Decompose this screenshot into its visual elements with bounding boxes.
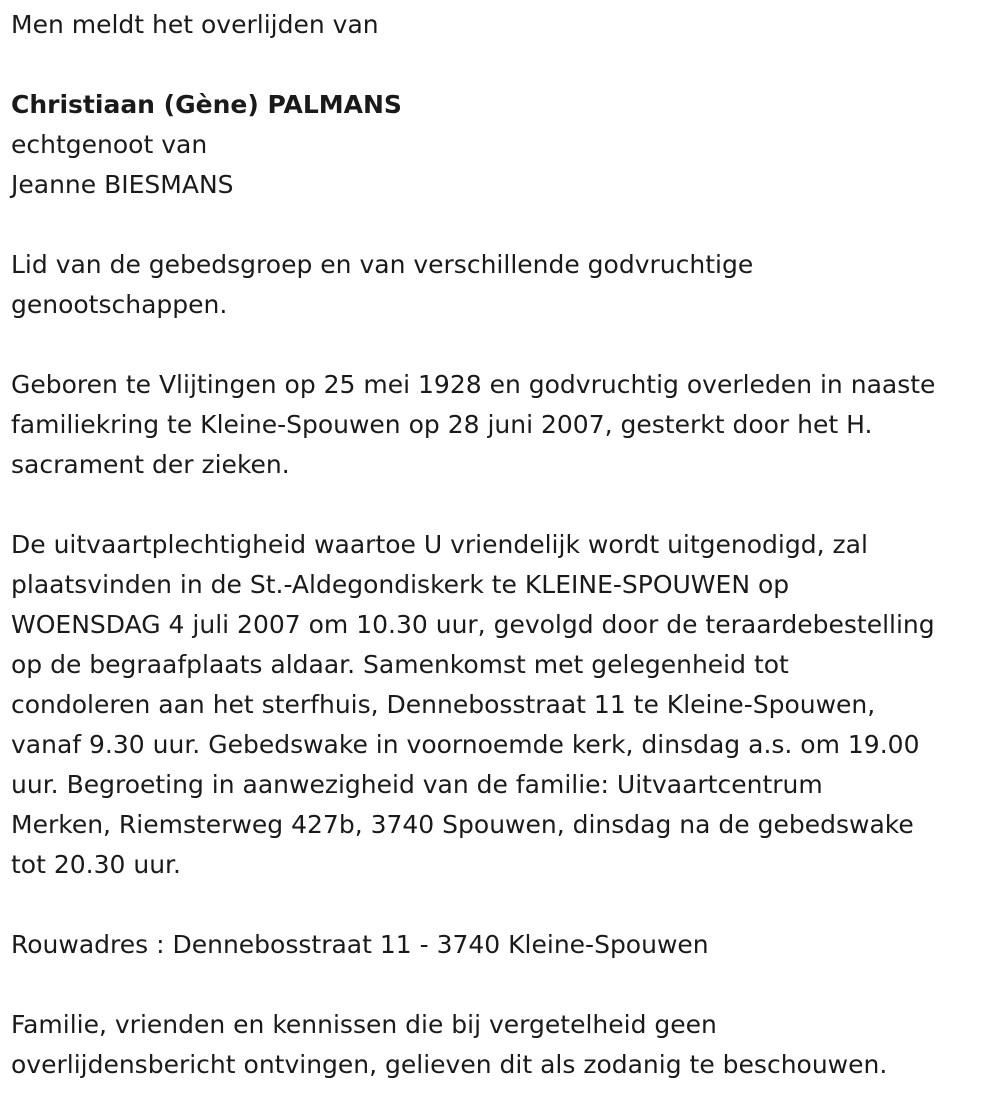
relation-text: echtgenoot van — [11, 130, 208, 159]
spacer — [11, 485, 1000, 525]
paragraph-line: Familie, vrienden en kennissen die bij vergetelheid geen — [11, 1010, 717, 1039]
spacer — [11, 965, 1000, 1005]
paragraph-line: WOENSDAG 4 juli 2007 om 10.30 uur, gevolgd door de teraardebestelling — [11, 610, 935, 639]
paragraph-line: sacrament der zieken. — [11, 450, 290, 479]
spacer — [11, 205, 1000, 245]
spacer — [11, 885, 1000, 925]
paragraph-line: plaatsvinden in de St.-Aldegondiskerk te KLEINE-SPOUWEN op — [11, 570, 790, 599]
paragraph-line: Geboren te Vlijtingen op 25 mei 1928 en godvruchtig overleden in naaste — [11, 370, 936, 399]
paragraph-line: Merken, Riemsterweg 427b, 3740 Spouwen, dinsdag na de gebedswake — [11, 810, 914, 839]
paragraph-line: op de begraafplaats aldaar. Samenkomst met gelegenheid tot — [11, 650, 789, 679]
paragraph-line: overlijdensbericht ontvingen, gelieven dit als zodanig te beschouwen. — [11, 1050, 888, 1079]
deceased-name: Christiaan (Gène) PALMANS — [11, 90, 402, 119]
paragraph-line: tot 20.30 uur. — [11, 850, 181, 879]
spouse-name: Jeanne BIESMANS — [11, 170, 234, 199]
intro-text: Men meldt het overlijden van — [11, 10, 379, 39]
mourning-address: Rouwadres : Dennebosstraat 11 - 3740 Kleine-Spouwen — [11, 930, 709, 959]
closing-paragraph — [11, 1005, 1000, 1085]
paragraph-line: De uitvaartplechtigheid waartoe U vriendelijk wordt uitgenodigd, zal — [11, 530, 868, 559]
paragraph-line: vanaf 9.30 uur. Gebedswake in voornoemde kerk, dinsdag a.s. om 19.00 — [11, 730, 920, 759]
spacer — [11, 325, 1000, 365]
paragraph-line: Lid van de gebedsgroep en van verschillende godvruchtige — [11, 250, 754, 279]
paragraph-line: genootschappen. — [11, 290, 228, 319]
funeral-paragraph — [11, 525, 1000, 885]
spacer — [11, 45, 1000, 85]
paragraph-line: uur. Begroeting in aanwezigheid van de familie: Uitvaartcentrum — [11, 770, 823, 799]
birth-death-paragraph — [11, 365, 1000, 485]
paragraph-line: condoleren aan het sterfhuis, Dennebosstraat 11 te Kleine-Spouwen, — [11, 690, 876, 719]
paragraph-line: familiekring te Kleine-Spouwen op 28 juni 2007, gesterkt door het H. — [11, 410, 873, 439]
membership-paragraph — [11, 245, 1000, 325]
